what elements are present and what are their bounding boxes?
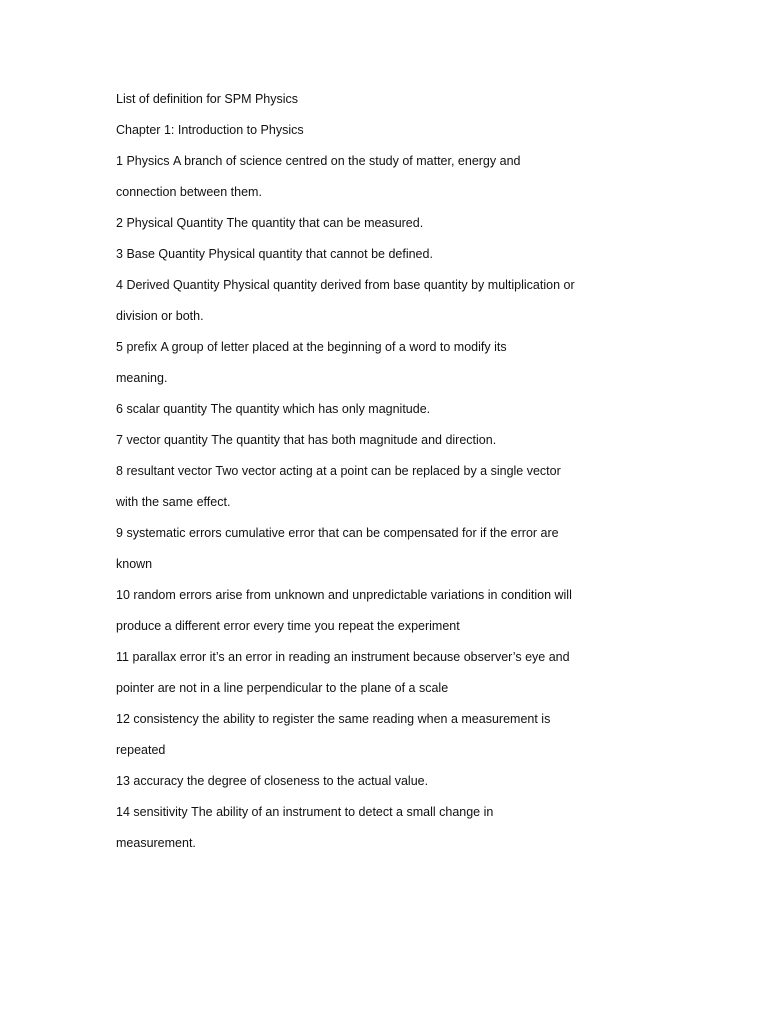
definition-number: 14 xyxy=(116,805,130,819)
definition-item xyxy=(116,704,636,735)
document-body xyxy=(116,84,636,859)
definition-text: The quantity which has only magnitude. xyxy=(210,402,431,416)
definition-number: 11 xyxy=(116,650,129,664)
chapter-heading: Chapter 1: Introduction to Physics xyxy=(116,123,304,137)
definition-continuation: division or both. xyxy=(116,309,204,323)
definition-item xyxy=(116,425,636,456)
definition-continuation: meaning. xyxy=(116,371,168,385)
definition-continuation: with the same effect. xyxy=(116,495,231,509)
definition-text: The ability of an instrument to detect a small change in xyxy=(191,805,494,819)
definition-text: The quantity that has both magnitude and direction. xyxy=(211,433,497,447)
definition-continuation: pointer are not in a line perpendicular to the plane of a scale xyxy=(116,681,449,695)
definition-term: Derived Quantity xyxy=(126,278,220,292)
definition-text: Physical quantity derived from base quantity by multiplication or xyxy=(223,278,575,292)
definition-term: random errors xyxy=(133,588,212,602)
definition-text: The quantity that can be measured. xyxy=(226,216,424,230)
definition-item xyxy=(116,518,636,549)
definition-number: 2 xyxy=(116,216,123,230)
definition-term: consistency xyxy=(133,712,199,726)
definition-number: 6 xyxy=(116,402,123,416)
definition-number: 5 xyxy=(116,340,123,354)
definition-continuation: measurement. xyxy=(116,836,196,850)
definition-term: scalar quantity xyxy=(126,402,208,416)
definition-item xyxy=(116,208,636,239)
definition-item xyxy=(116,456,636,487)
definition-item xyxy=(116,332,636,363)
definition-number: 1 xyxy=(116,154,123,168)
definition-item xyxy=(116,642,636,673)
definition-text: A branch of science centred on the study of matter, energy and xyxy=(173,154,521,168)
definition-term: Base Quantity xyxy=(126,247,205,261)
definition-term: systematic errors xyxy=(126,526,222,540)
definition-number: 4 xyxy=(116,278,123,292)
definition-term: sensitivity xyxy=(133,805,188,819)
definition-text: arise from unknown and unpredictable variations in condition will xyxy=(215,588,572,602)
definition-term: Physical Quantity xyxy=(126,216,224,230)
definitions-list xyxy=(116,146,636,859)
definition-number: 10 xyxy=(116,588,130,602)
definition-term: resultant vector xyxy=(126,464,212,478)
definition-continuation: connection between them. xyxy=(116,185,262,199)
definition-continuation: repeated xyxy=(116,743,166,757)
definition-number: 12 xyxy=(116,712,130,726)
definition-continuation: known xyxy=(116,557,153,571)
definition-number: 7 xyxy=(116,433,123,447)
definition-number: 8 xyxy=(116,464,123,478)
definition-item xyxy=(116,270,636,301)
definition-text: the degree of closeness to the actual value. xyxy=(186,774,429,788)
definition-item xyxy=(116,580,636,611)
definition-term: Physics xyxy=(126,154,170,168)
definition-item xyxy=(116,766,636,797)
definition-item xyxy=(116,394,636,425)
definition-number: 13 xyxy=(116,774,130,788)
definition-number: 9 xyxy=(116,526,123,540)
definition-term: accuracy xyxy=(133,774,184,788)
definition-continuation: produce a different error every time you repeat the experiment xyxy=(116,619,460,633)
definition-item xyxy=(116,797,636,828)
definition-text: Two vector acting at a point can be replaced by a single vector xyxy=(215,464,561,478)
definition-text: A group of letter placed at the beginning of a word to modify its xyxy=(160,340,507,354)
definition-term: parallax error xyxy=(132,650,207,664)
definition-text: Physical quantity that cannot be defined. xyxy=(208,247,433,261)
definition-number: 3 xyxy=(116,247,123,261)
definition-term: prefix xyxy=(126,340,158,354)
definition-text: the ability to register the same reading when a measurement is xyxy=(202,712,551,726)
definition-item xyxy=(116,146,636,177)
definition-text: it’s an error in reading an instrument because observer’s eye and xyxy=(209,650,570,664)
document-title: List of definition for SPM Physics xyxy=(116,92,299,106)
definition-term: vector quantity xyxy=(126,433,208,447)
definition-text: cumulative error that can be compensated for if the error are xyxy=(225,526,559,540)
definition-item xyxy=(116,239,636,270)
